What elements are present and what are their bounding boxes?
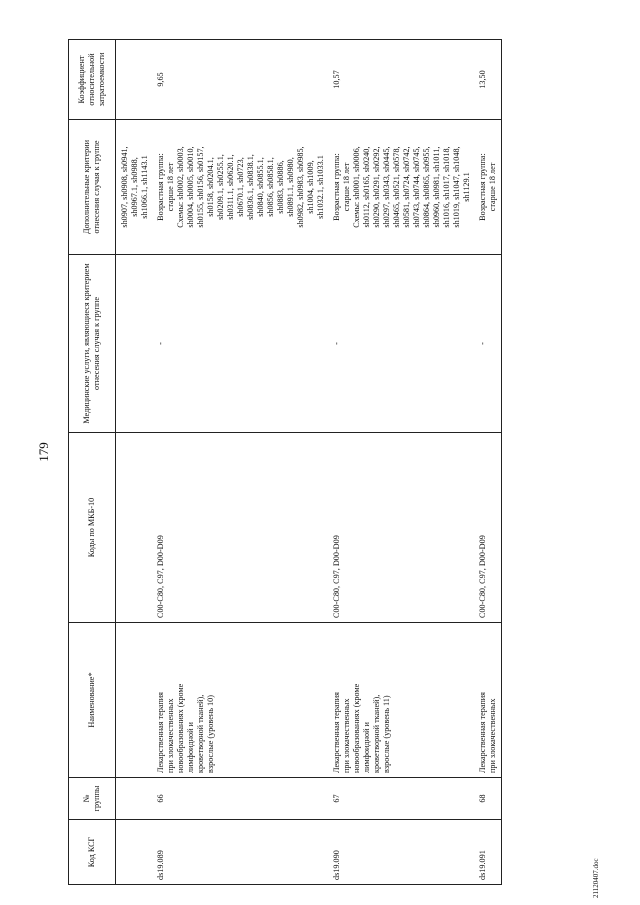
- text-line: Возрастная группа:: [156, 153, 165, 221]
- text-line: Возрастная группа:: [478, 153, 487, 221]
- header-services: Медицинские услуги, являющиеся критерием отнесения случая к группе: [69, 255, 116, 433]
- text-line: sh1129.1: [462, 172, 471, 202]
- text-line: Лекарственная терапия: [332, 692, 341, 773]
- text-line: Возрастная группа:: [332, 153, 341, 221]
- continuation-row: [116, 40, 154, 885]
- row-mkb: C00-C80, C97, D00-D09: [475, 433, 502, 623]
- continuation-extra-criteria: [116, 120, 154, 255]
- text-line: sh1004, sh1009,: [306, 160, 315, 214]
- text-line: Лекарственная терапия: [156, 692, 165, 773]
- text-line: sh0290, sh0291, sh0292,: [372, 146, 381, 228]
- row-name: [329, 623, 475, 778]
- text-line: sh0856, sh0858.1,: [266, 157, 275, 217]
- text-line: Схемы: sh0002, sh0003,: [176, 146, 185, 228]
- table-row: [153, 40, 329, 885]
- text-line: взрослые (уровень 10): [206, 695, 215, 773]
- text-line: sh0840, sh0855.1,: [256, 157, 265, 217]
- row-name: [153, 623, 329, 778]
- table-header-row: [69, 40, 116, 885]
- header-mkb: Коды по МКБ-10: [69, 433, 116, 623]
- row-name: [475, 623, 502, 778]
- header-coefficient: Коэффициент относительной затратоемкости: [69, 40, 116, 120]
- text-line: кроветворной тканей),: [372, 694, 381, 773]
- text-line: sh0982, sh0983, sh0985,: [296, 146, 305, 228]
- page-number: 179: [36, 442, 51, 462]
- row-code: ds19.091: [475, 820, 502, 885]
- text-line: старше 18 лет: [166, 162, 175, 212]
- text-line: старше 18 лет: [342, 162, 351, 212]
- row-services: -: [153, 255, 329, 433]
- text-line: кроветворной тканей),: [196, 694, 205, 773]
- table-row: [329, 40, 475, 885]
- text-line: лимфоидной и: [362, 722, 371, 773]
- text-line: sh1032.1, sh1033.1: [316, 155, 325, 219]
- row-code: ds19.090: [329, 820, 475, 885]
- row-services: -: [329, 255, 475, 433]
- row-mkb: C00-C80, C97, D00-D09: [329, 433, 475, 623]
- text-line: sh0112, sh0165, sh0240,: [362, 146, 371, 228]
- text-line: sh0311.1, sh0620.1,: [226, 154, 235, 220]
- text-line: sh0907, sh0908, sh0941,: [120, 146, 129, 228]
- row-coefficient: 9,65: [153, 40, 329, 120]
- rotated-page-content: [8, 0, 640, 905]
- text-line: при злокачественных: [488, 698, 497, 773]
- text-line: sh0465, sh0521, sh0578,: [392, 146, 401, 228]
- text-line: sh0670.1, sh0723,: [236, 157, 245, 217]
- text-line: sh0297, sh0343, sh0445,: [382, 146, 391, 228]
- header-code: Код КСГ: [69, 820, 116, 885]
- text-line: sh0158, sh0204.1,: [206, 157, 215, 217]
- row-coefficient: 13,50: [475, 40, 502, 120]
- text-line: лимфоидной и: [186, 722, 195, 773]
- text-line: sh0883, sh0886,: [276, 160, 285, 214]
- row-extra-criteria: [329, 120, 475, 255]
- text-line: sh0836.1, sh0838.1,: [246, 154, 255, 220]
- text-line: sh1019, sh1047, sh1048,: [452, 146, 461, 228]
- row-mkb: C00-C80, C97, D00-D09: [153, 433, 329, 623]
- text-line: взрослые (уровень 11): [382, 695, 391, 773]
- row-extra-criteria: [475, 120, 502, 255]
- text-line: sh0960, sh0981, sh1011,: [432, 146, 441, 228]
- row-group-no: 68: [475, 778, 502, 820]
- row-group-no: 67: [329, 778, 475, 820]
- text-line: sh0891.1, sh0980,: [286, 157, 295, 217]
- text-line: sh0004, sh0005, sh0010,: [186, 146, 195, 228]
- text-line: при злокачественных: [342, 698, 351, 773]
- header-extra-criteria: Дополнительные критерии отнесения случая к группе: [69, 120, 116, 255]
- header-group-no: № группы: [69, 778, 116, 820]
- header-name: Наименование*: [69, 623, 116, 778]
- text-line: sh0209.1, sh0255.1,: [216, 154, 225, 220]
- text-line: sh0581, sh0724, sh0742,: [402, 146, 411, 228]
- text-line: sh0967.1, sh0988,: [130, 157, 139, 217]
- text-line: новообразованиях (кроме: [352, 683, 361, 773]
- row-services: -: [475, 255, 502, 433]
- row-coefficient: 10,57: [329, 40, 475, 120]
- text-line: sh1016, sh1017, sh1018,: [442, 146, 451, 228]
- text-line: sh0155, sh0156, sh0157,: [196, 146, 205, 228]
- row-group-no: 66: [153, 778, 329, 820]
- text-line: Лекарственная терапия: [478, 692, 487, 773]
- file-name: 21120407.doc: [592, 858, 600, 898]
- ksg-table: [68, 39, 502, 885]
- text-line: старше 18 лет: [488, 162, 497, 212]
- row-code: ds19.089: [153, 820, 329, 885]
- text-line: sh1066.1, sh1143.1: [140, 155, 149, 219]
- text-line: sh0864, sh0865, sh0955,: [422, 146, 431, 228]
- table-row: [475, 40, 502, 885]
- text-line: Схемы: sh0001, sh0006,: [352, 146, 361, 228]
- text-line: sh0743, sh0744, sh0745,: [412, 146, 421, 228]
- text-line: новообразованиях (кроме: [176, 683, 185, 773]
- row-extra-criteria: [153, 120, 329, 255]
- text-line: при злокачественных: [166, 698, 175, 773]
